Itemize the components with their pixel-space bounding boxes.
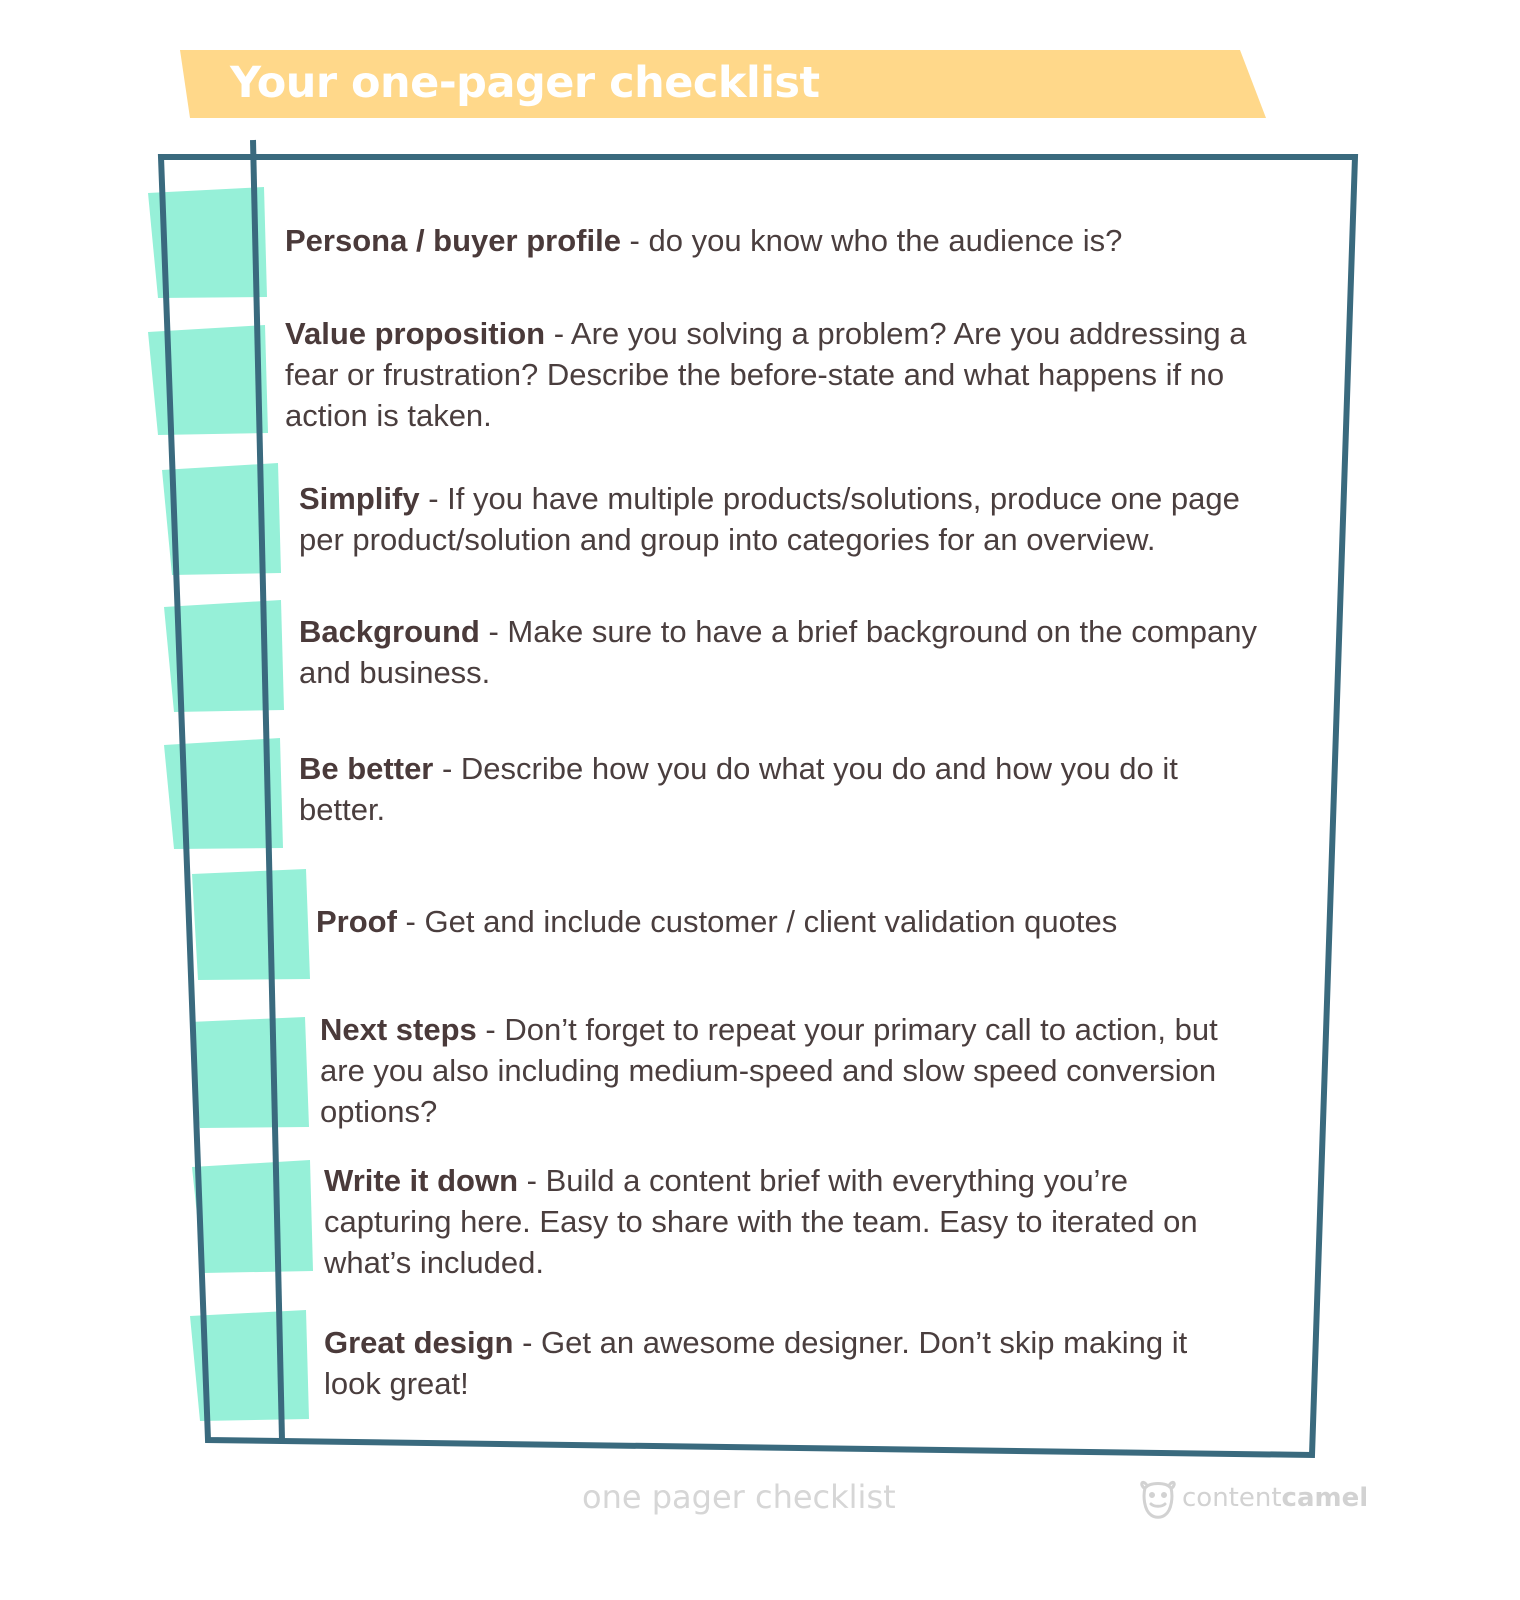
checklist-item-great-design — [324, 1322, 1214, 1404]
checklist-item-background — [299, 611, 1284, 693]
checkbox-icon — [190, 1017, 309, 1128]
item-term: Background — [299, 614, 480, 649]
checklist-item-simplify — [299, 478, 1284, 560]
checklist-item-write-it-down — [324, 1160, 1234, 1283]
camel-face-icon — [1138, 1476, 1178, 1520]
footer-label: one pager checklist — [582, 1478, 896, 1516]
item-term: Proof — [316, 904, 397, 939]
logo-text-regular: content — [1182, 1483, 1282, 1513]
item-description: - Get an awesome designer. Don’t skip making it look great! — [324, 1325, 1188, 1401]
item-term: Value proposition — [285, 316, 546, 351]
checklist-item-next-steps — [320, 1009, 1255, 1132]
checklist-item-persona — [285, 220, 1245, 261]
item-term: Be better — [299, 751, 434, 786]
item-term: Write it down — [324, 1163, 519, 1198]
checkbox-icon — [192, 1160, 313, 1273]
item-term: Next steps — [320, 1012, 477, 1047]
item-description: - If you have multiple products/solutions, produce one page per product/solution and group into categories for an overview. — [299, 481, 1240, 557]
checklist-item-proof — [316, 901, 1266, 942]
item-description: - Don’t forget to repeat your primary call to action, but are you also including medium-speed and slow speed conversion options? — [320, 1012, 1218, 1129]
item-description: - Get and include customer / client validation quotes — [396, 904, 1118, 939]
item-description: - Describe how you do what you do and how you do it better. — [299, 751, 1178, 827]
contentcamel-logo — [1138, 1476, 1368, 1520]
page-title: Your one-pager checklist — [230, 58, 820, 108]
item-term: Great design — [324, 1325, 514, 1360]
checkbox-icon — [192, 869, 310, 980]
item-description: - Make sure to have a brief background on the company and business. — [299, 614, 1258, 690]
item-term: Simplify — [299, 481, 420, 516]
logo-text-bold: camel — [1281, 1483, 1369, 1513]
item-description: - Are you solving a problem? Are you addressing a fear or frustration? Describe the before-state and what happens if no action is taken. — [285, 316, 1247, 433]
item-term: Persona / buyer profile — [285, 223, 621, 258]
item-description: - Build a content brief with everything you’re capturing here. Easy to share with the team. Easy to iterated on what’s included. — [324, 1163, 1198, 1280]
checklist-item-be-better — [299, 748, 1219, 830]
checklist-item-value-proposition — [285, 313, 1275, 436]
item-description: - do you know who the audience is? — [620, 223, 1123, 258]
